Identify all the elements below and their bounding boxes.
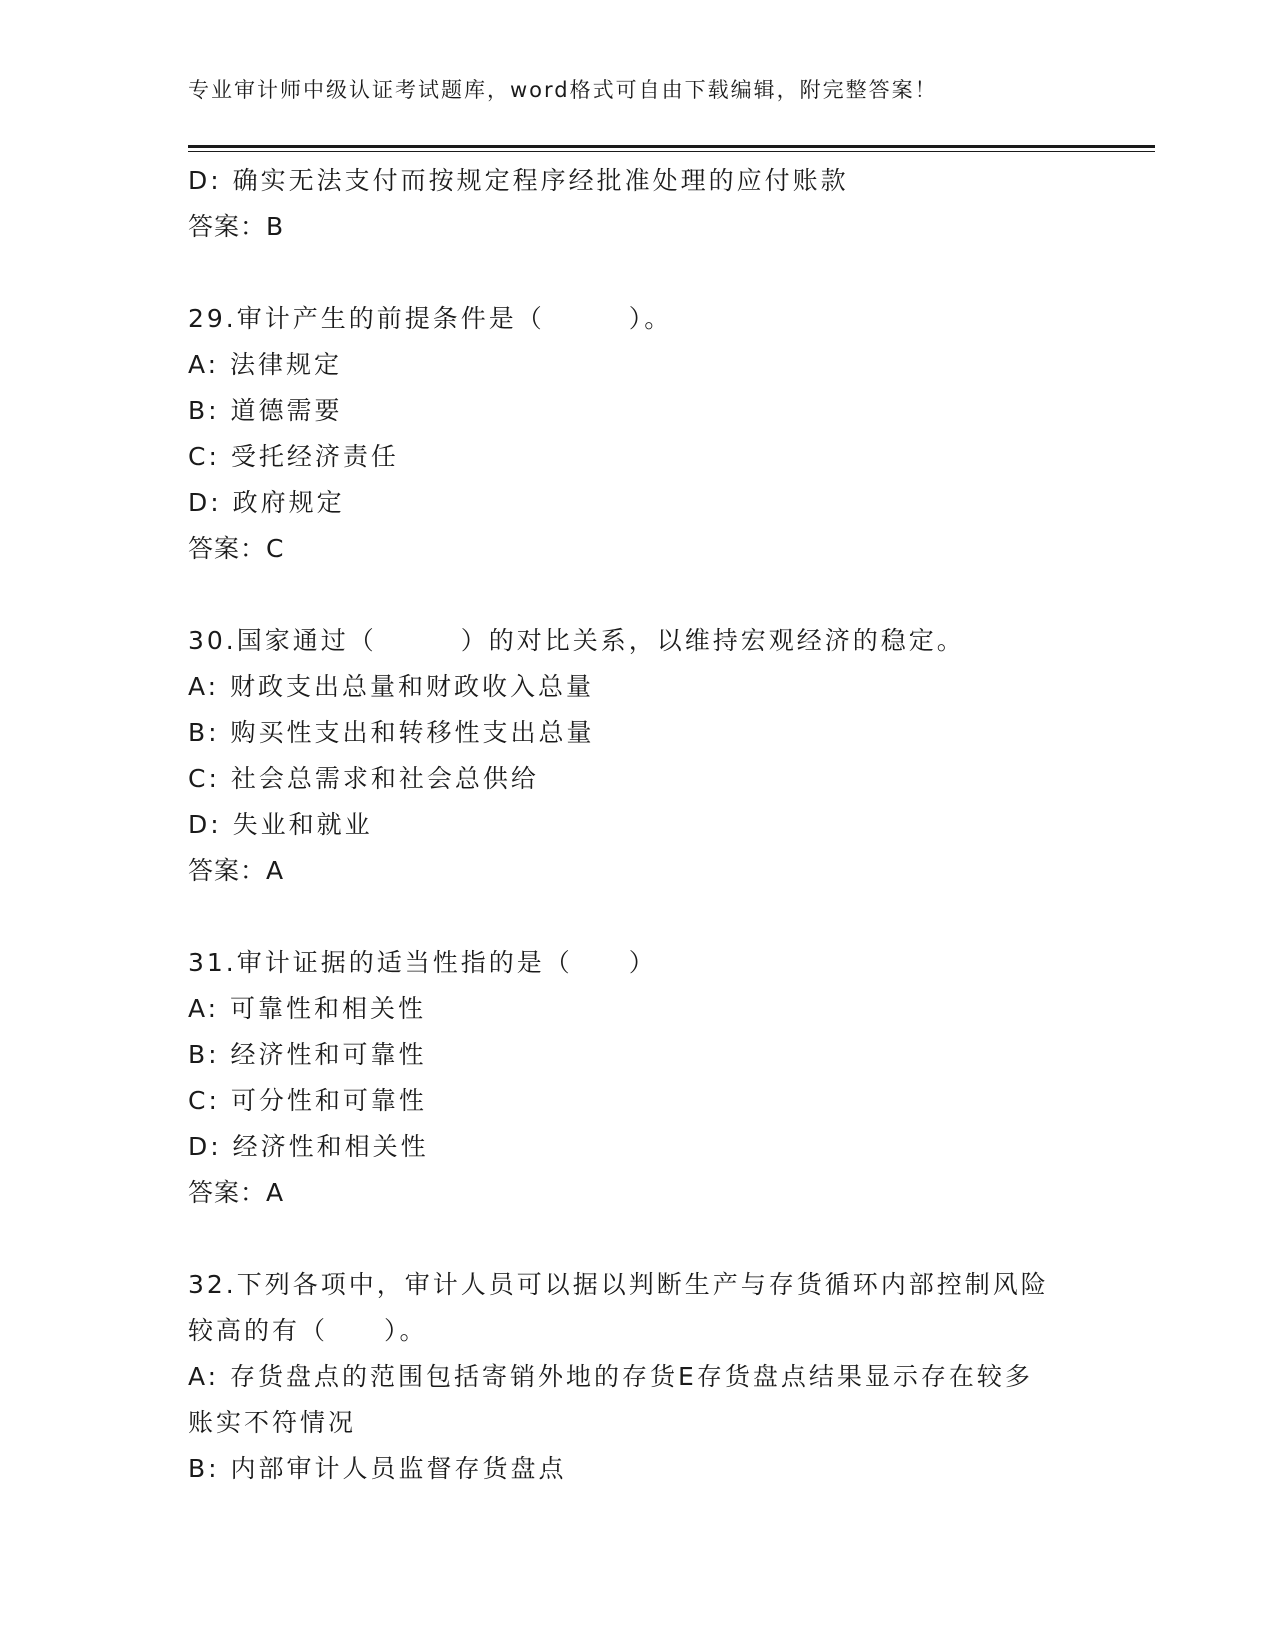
option-d: D: 政府规定 (188, 488, 345, 517)
option-b: B: 内部审计人员监督存货盘点 (188, 1454, 567, 1483)
question-30 (188, 618, 1088, 894)
option-b: B: 道德需要 (188, 396, 343, 425)
spacer (188, 250, 1088, 296)
question-content (188, 158, 1088, 1492)
option-a: A: 可靠性和相关性 (188, 994, 427, 1023)
answer: 答案：C (188, 534, 285, 563)
question-stem-line-1: 32.下列各项中，审计人员可以据以判断生产与存货循环内部控制风险 (188, 1270, 1049, 1299)
question-stem-line-2: 较高的有（ ）。 (188, 1316, 428, 1345)
option-a-line-2: 账实不符情况 (188, 1408, 357, 1437)
question-28-tail (188, 158, 1088, 250)
question-29 (188, 296, 1088, 572)
spacer (188, 1216, 1088, 1262)
option-b: B: 购买性支出和转移性支出总量 (188, 718, 595, 747)
header-rule-thick (188, 145, 1155, 148)
option-d: D: 确实无法支付而按规定程序经批准处理的应付账款 (188, 166, 849, 195)
answer: 答案：A (188, 1178, 285, 1207)
option-b: B: 经济性和可靠性 (188, 1040, 427, 1069)
spacer (188, 894, 1088, 940)
option-c: C: 社会总需求和社会总供给 (188, 764, 539, 793)
option-a: A: 法律规定 (188, 350, 343, 379)
header-rule-thin (188, 151, 1155, 152)
option-d: D: 经济性和相关性 (188, 1132, 429, 1161)
option-a: A: 财政支出总量和财政收入总量 (188, 672, 595, 701)
option-a-line-1: A: 存货盘点的范围包括寄销外地的存货E存货盘点结果显示存在较多 (188, 1362, 1033, 1391)
option-c: C: 受托经济责任 (188, 442, 399, 471)
page-header: 专业审计师中级认证考试题库，word格式可自由下载编辑，附完整答案！ (188, 78, 938, 102)
question-stem: 31.审计证据的适当性指的是（ ） (188, 948, 657, 977)
question-31 (188, 940, 1088, 1216)
question-stem: 30.国家通过（ ）的对比关系，以维持宏观经济的稳定。 (188, 626, 965, 655)
spacer (188, 572, 1088, 618)
question-32 (188, 1262, 1088, 1492)
answer: 答案：A (188, 856, 285, 885)
option-c: C: 可分性和可靠性 (188, 1086, 427, 1115)
question-stem: 29.审计产生的前提条件是（ ）。 (188, 304, 673, 333)
option-d: D: 失业和就业 (188, 810, 373, 839)
answer: 答案：B (188, 212, 285, 241)
